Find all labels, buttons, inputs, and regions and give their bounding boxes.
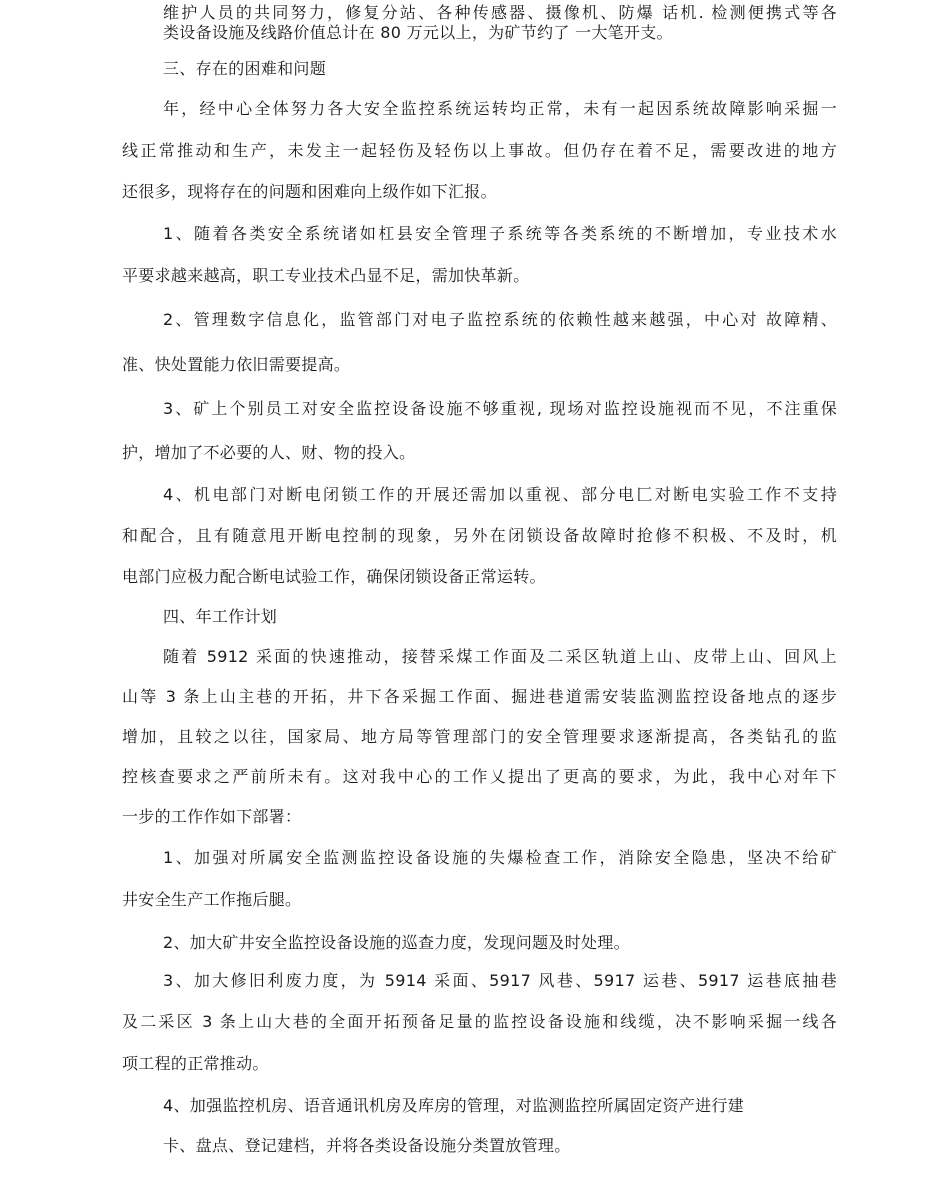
text-line: 线正常推动和生产，未发主一起轻伤及轻伤以上事故。但仍存在着不足，需要改进的地方 (122, 141, 837, 160)
text-line: 2、管理数字信息化，监管部门对电子监控系统的依赖性越来越强，中心对 故障精、 (163, 310, 837, 329)
text-line: 井安全生产工作拖后腿。 (122, 890, 302, 909)
text-line: 还很多，现将存在的问题和困难向上级作如下汇报。 (122, 182, 497, 201)
text-line: 2、加大矿井安全监控设备设施的巡查力度，发现问题及时处理。 (163, 933, 630, 952)
text-line: 平要求越来越高，职工专业技术凸显不足，需加快革新。 (122, 266, 530, 285)
text-line: 3、加大修旧利废力度，为 5914 采面、5917 风巷、5917 运巷、5917 运巷底抽巷 (163, 971, 837, 990)
text-line: 项工程的正常推动。 (122, 1054, 269, 1073)
text-line: 一步的工作作如下部署： (122, 807, 302, 826)
text-line: 1、随着各类安全系统诸如杠县安全管理子系统等各类系统的不断增加，专业技术水 (163, 224, 837, 243)
text-line: 护，增加了不必要的人、财、物的投入。 (122, 443, 416, 462)
text-line: 3、矿上个别员工对安全监控设备设施不够重视, 现场对监控设施视而不见，不注重保 (163, 399, 837, 418)
text-line: 控核查要求之严前所未有。这对我中心的工作乂提出了更高的要求，为此，我中心对年下 (122, 767, 837, 786)
section-heading: 三、存在的困难和问题 (163, 59, 327, 78)
section-heading: 四、年工作计划 (163, 607, 278, 626)
text-line: 年，经中心全体努力各大安全监控系统运转均正常，未有一起因系统故障影响采掘一 (163, 99, 837, 118)
text-line: 增加，且较之以往，国家局、地方局等管理部门的安全管理要求逐渐提高，各类钻孔的监 (122, 727, 837, 746)
text-line: 4、机电部门对断电闭锁工作的开展还需加以重视、部分电匚对断电实验工作不支持 (163, 485, 837, 504)
text-line: 随着 5912 采面的快速推动，接替采煤工作面及二采区轨道上山、皮带上山、回风上 (163, 647, 837, 666)
text-line: 类设备设施及线路价值总计在 80 万元以上，为矿节约了 一大笔开支。 (163, 23, 673, 42)
text-line: 4、加强监控机房、语音通讯机房及库房的管理，对监测监控所属固定资产进行建 (163, 1096, 744, 1115)
text-line: 和配合，且有随意甩开断电控制的现象，另外在闭锁设备故障时抢修不积极、不及时，机 (122, 526, 837, 545)
text-line: 维护人员的共同努力，修复分站、各种传感器、摄像机、防爆 话机. 检测便携式等各 (163, 3, 837, 22)
text-line: 及二采区 3 条上山大巷的全面开拓预备足量的监控设备设施和线缆，决不影响采掘一线各 (122, 1012, 837, 1031)
text-line: 准、快处置能力依旧需要提高。 (122, 355, 351, 374)
text-line: 1、加强对所属安全监测监控设备设施的失爆检查工作，消除安全隐患，坚决不给矿 (163, 848, 837, 867)
text-line: 电部门应极力配合断电试验工作，确保闭锁设备正常运转。 (122, 567, 546, 586)
text-line: 山等 3 条上山主巷的开拓，井下各采掘工作面、掘进巷道需安装监测监控设备地点的逐步 (122, 687, 837, 706)
text-line: 卡、盘点、登记建档，并将各类设备设施分类置放管理。 (163, 1136, 571, 1155)
